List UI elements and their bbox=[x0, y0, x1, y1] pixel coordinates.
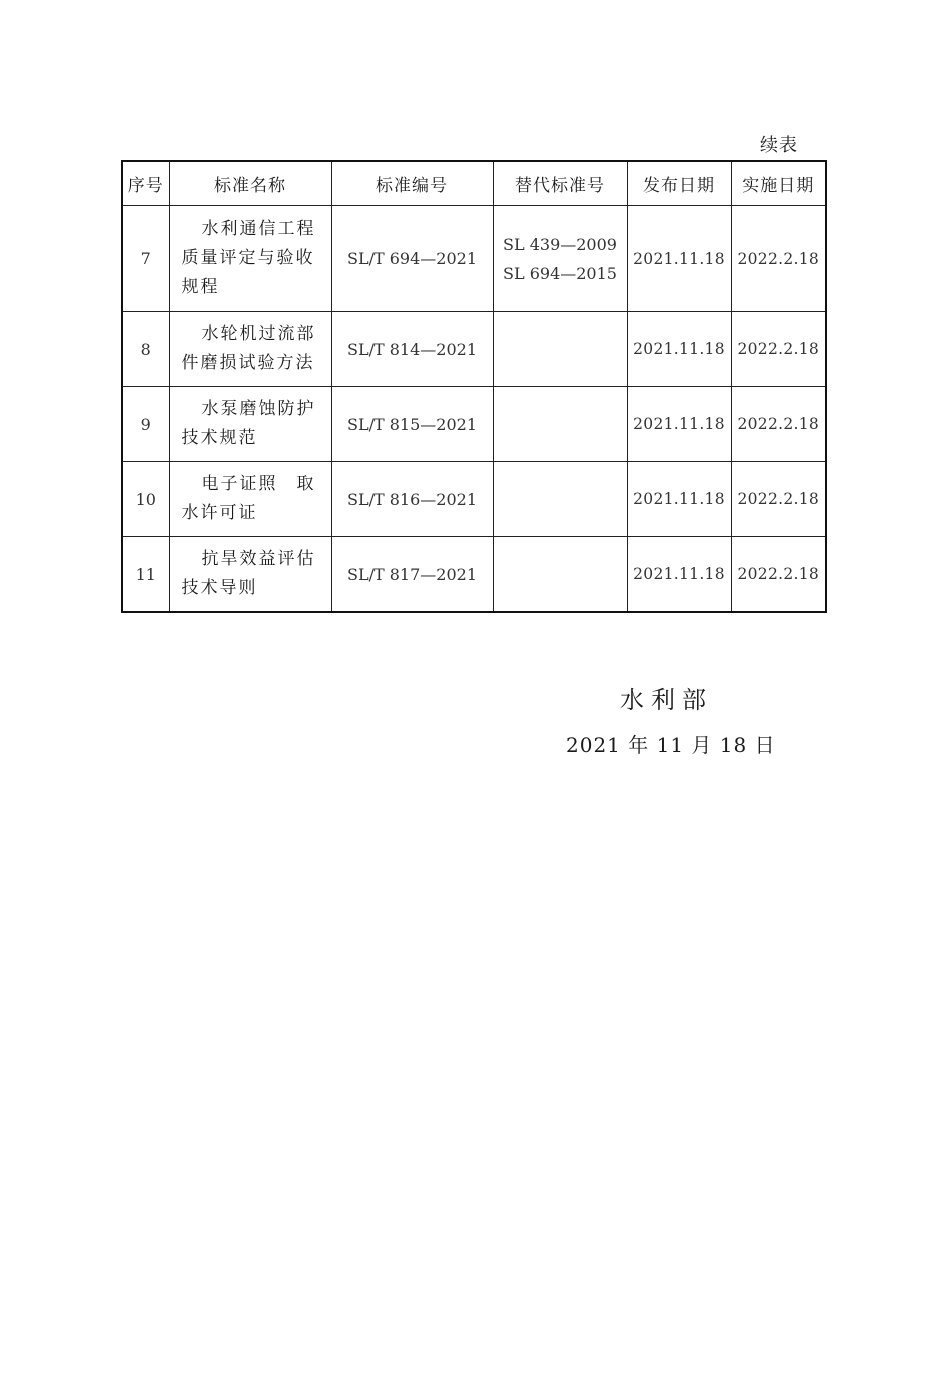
name-line: 水轮机过流部 bbox=[201, 324, 316, 344]
table-row bbox=[122, 537, 826, 613]
row-effective-date: 2022.2.18 bbox=[731, 462, 826, 537]
header-standard-name: 标准名称 bbox=[169, 161, 331, 206]
row-standard-code: SL/T 814—2021 bbox=[331, 312, 493, 387]
replaced-code-line: SL 694—2015 bbox=[503, 263, 617, 283]
row-replaced-code bbox=[493, 387, 627, 462]
replaced-code-line: SL 439—2009 bbox=[503, 234, 617, 254]
row-standard-code: SL/T 694—2021 bbox=[331, 206, 493, 312]
row-standard-name bbox=[169, 206, 331, 312]
row-issue-date: 2021.11.18 bbox=[627, 537, 731, 613]
row-effective-date: 2022.2.18 bbox=[731, 387, 826, 462]
name-line: 技术规范 bbox=[181, 428, 258, 448]
table-row bbox=[122, 312, 826, 387]
name-line: 水许可证 bbox=[181, 503, 258, 523]
row-serial: 10 bbox=[122, 462, 169, 537]
name-line: 规程 bbox=[181, 277, 220, 297]
signing-organization: 水利部 bbox=[620, 686, 713, 714]
row-replaced-code bbox=[493, 462, 627, 537]
row-issue-date: 2021.11.18 bbox=[627, 387, 731, 462]
row-serial: 7 bbox=[122, 206, 169, 312]
name-line: 件磨损试验方法 bbox=[181, 353, 315, 373]
table-row bbox=[122, 206, 826, 312]
row-standard-code: SL/T 817—2021 bbox=[331, 537, 493, 613]
row-standard-code: SL/T 815—2021 bbox=[331, 387, 493, 462]
row-replaced-code bbox=[493, 537, 627, 613]
row-replaced-code bbox=[493, 312, 627, 387]
row-issue-date: 2021.11.18 bbox=[627, 312, 731, 387]
header-replaced-code: 替代标准号 bbox=[493, 161, 627, 206]
header-effective-date: 实施日期 bbox=[731, 161, 826, 206]
name-line: 水泵磨蚀防护 bbox=[201, 399, 316, 419]
name-line: 水利通信工程 bbox=[201, 219, 316, 239]
row-issue-date: 2021.11.18 bbox=[627, 206, 731, 312]
row-standard-code: SL/T 816—2021 bbox=[331, 462, 493, 537]
row-standard-name bbox=[169, 312, 331, 387]
signing-date: 2021 年 11 月 18 日 bbox=[566, 733, 776, 757]
table-row bbox=[122, 462, 826, 537]
continued-table-label: 续表 bbox=[760, 135, 798, 156]
standards-table bbox=[121, 160, 827, 613]
row-effective-date: 2022.2.18 bbox=[731, 537, 826, 613]
row-standard-name bbox=[169, 462, 331, 537]
row-standard-name bbox=[169, 537, 331, 613]
name-line: 抗旱效益评估 bbox=[201, 549, 316, 569]
header-serial: 序号 bbox=[122, 161, 169, 206]
name-line: 电子证照 取 bbox=[201, 474, 316, 494]
row-effective-date: 2022.2.18 bbox=[731, 312, 826, 387]
name-line: 质量评定与验收 bbox=[181, 248, 315, 268]
table-row bbox=[122, 387, 826, 462]
row-serial: 11 bbox=[122, 537, 169, 613]
row-replaced-code bbox=[493, 206, 627, 312]
header-standard-code: 标准编号 bbox=[331, 161, 493, 206]
header-issue-date: 发布日期 bbox=[627, 161, 731, 206]
table-header-row bbox=[122, 161, 826, 206]
row-effective-date: 2022.2.18 bbox=[731, 206, 826, 312]
row-issue-date: 2021.11.18 bbox=[627, 462, 731, 537]
row-standard-name bbox=[169, 387, 331, 462]
name-line: 技术导则 bbox=[181, 578, 258, 598]
row-serial: 8 bbox=[122, 312, 169, 387]
row-serial: 9 bbox=[122, 387, 169, 462]
